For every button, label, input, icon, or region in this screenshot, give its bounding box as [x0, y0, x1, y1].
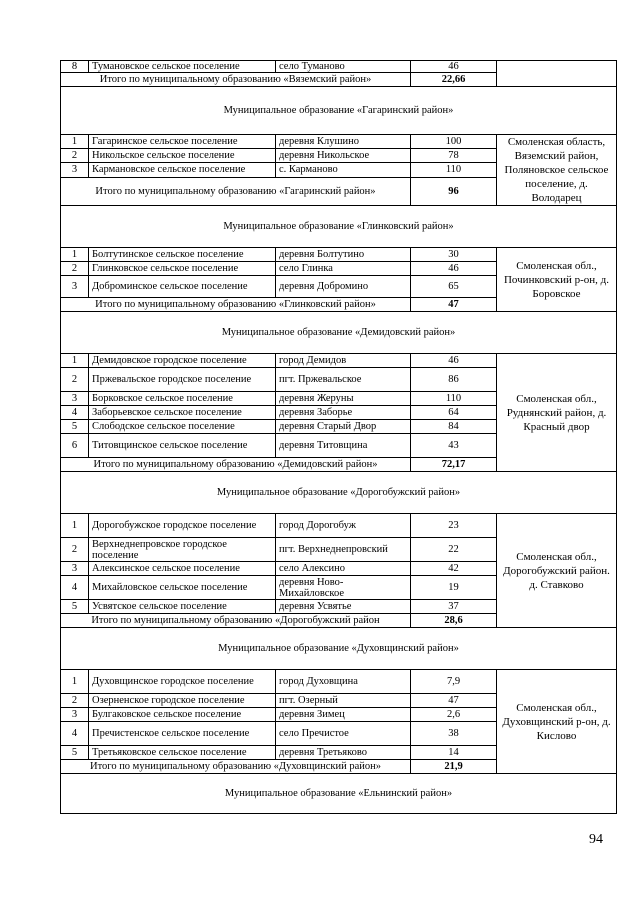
row-value: 47	[411, 694, 497, 708]
section-title-row	[61, 206, 617, 248]
row-value: 37	[411, 600, 497, 614]
row-value: 110	[411, 163, 497, 177]
section-title-row	[61, 472, 617, 514]
section-title: Муниципальное образование «Глинковский район»	[61, 206, 617, 248]
section-title: Муниципальное образование «Гагаринский район»	[61, 87, 617, 135]
row-value: 14	[411, 746, 497, 760]
row-value: 110	[411, 392, 497, 406]
disposal-site-note: Смоленская область, Вяземский район, Поляновское сельское поселение, д. Володарец	[497, 135, 617, 206]
row-value: 43	[411, 434, 497, 458]
settlement-name: Никольское сельское поселение	[89, 149, 276, 163]
settlement-name: Титовщинское сельское поселение	[89, 434, 276, 458]
row-number: 4	[61, 722, 89, 746]
location-name: деревня Третьяково	[276, 746, 411, 760]
section-title: Муниципальное образование «Духовщинский район»	[61, 628, 617, 670]
section-title-row	[61, 87, 617, 135]
location-name: деревня Болтутино	[276, 248, 411, 262]
row-value: 65	[411, 276, 497, 298]
total-label: Итого по муниципальному образованию «Дорогобужский район	[61, 614, 411, 628]
settlement-name: Алексинское сельское поселение	[89, 562, 276, 576]
table-row	[61, 670, 617, 694]
row-number: 2	[61, 538, 89, 562]
row-value: 100	[411, 135, 497, 149]
row-number: 5	[61, 420, 89, 434]
row-value: 19	[411, 576, 497, 600]
row-number: 4	[61, 576, 89, 600]
row-value: 64	[411, 406, 497, 420]
row-value: 84	[411, 420, 497, 434]
total-label: Итого по муниципальному образованию «Глинковский район»	[61, 298, 411, 312]
row-number: 3	[61, 562, 89, 576]
row-value: 22	[411, 538, 497, 562]
row-number: 2	[61, 149, 89, 163]
total-value: 96	[411, 177, 497, 205]
disposal-site-note	[497, 61, 617, 87]
location-name: деревня Клушино	[276, 135, 411, 149]
row-number: 8	[61, 61, 89, 73]
location-name: село Алексино	[276, 562, 411, 576]
row-number: 3	[61, 392, 89, 406]
table-row	[61, 135, 617, 149]
location-name: пгт. Пржевальское	[276, 368, 411, 392]
row-value: 86	[411, 368, 497, 392]
table-row	[61, 61, 617, 73]
settlement-name: Пржевальское городское поселение	[89, 368, 276, 392]
settlement-name: Заборьевское сельское поселение	[89, 406, 276, 420]
total-value: 72,17	[411, 458, 497, 472]
row-value: 2,6	[411, 708, 497, 722]
row-number: 3	[61, 276, 89, 298]
row-number: 2	[61, 262, 89, 276]
document-table	[60, 60, 617, 814]
location-name: пгт. Верхнеднепровский	[276, 538, 411, 562]
table-row	[61, 248, 617, 262]
settlement-name: Слободское сельское поселение	[89, 420, 276, 434]
section-title: Муниципальное образование «Дорогобужский район»	[61, 472, 617, 514]
location-name: город Демидов	[276, 354, 411, 368]
section-title: Муниципальное образование «Демидовский район»	[61, 312, 617, 354]
location-name: город Духовщина	[276, 670, 411, 694]
row-number: 1	[61, 670, 89, 694]
settlement-name: Кармановское сельское поселение	[89, 163, 276, 177]
row-value: 78	[411, 149, 497, 163]
section-title-row	[61, 312, 617, 354]
row-value: 23	[411, 514, 497, 538]
row-value: 7,9	[411, 670, 497, 694]
total-label: Итого по муниципальному образованию «Духовщинский район»	[61, 760, 411, 774]
total-value: 21,9	[411, 760, 497, 774]
disposal-site-note: Смоленская обл., Дорогобужский район. д. Ставково	[497, 514, 617, 628]
row-value: 38	[411, 722, 497, 746]
location-name: деревня Усвятье	[276, 600, 411, 614]
row-value: 46	[411, 262, 497, 276]
location-name: село Глинка	[276, 262, 411, 276]
row-number: 1	[61, 135, 89, 149]
location-name: деревня Добромино	[276, 276, 411, 298]
row-number: 5	[61, 746, 89, 760]
location-name: с. Карманово	[276, 163, 411, 177]
total-label: Итого по муниципальному образованию «Демидовский район»	[61, 458, 411, 472]
table-row	[61, 514, 617, 538]
row-number: 2	[61, 368, 89, 392]
row-value: 46	[411, 354, 497, 368]
row-number: 4	[61, 406, 89, 420]
location-name: пгт. Озерный	[276, 694, 411, 708]
location-name: село Туманово	[276, 61, 411, 73]
settlement-name: Верхнеднепровское городское поселение	[89, 538, 276, 562]
total-value: 28,6	[411, 614, 497, 628]
row-number: 2	[61, 694, 89, 708]
disposal-site-note: Смоленская обл., Духовщинский р-он, д. Кислово	[497, 670, 617, 774]
page-number: 94	[589, 832, 603, 847]
disposal-site-note: Смоленская обл., Починковский р-он, д. Боровское	[497, 248, 617, 312]
location-name: деревня Заборье	[276, 406, 411, 420]
row-number: 1	[61, 514, 89, 538]
settlement-name: Духовщинское городское поселение	[89, 670, 276, 694]
location-name: деревня Старый Двор	[276, 420, 411, 434]
row-number: 3	[61, 708, 89, 722]
settlement-name: Глинковское сельское поселение	[89, 262, 276, 276]
table-row	[61, 354, 617, 368]
settlement-name: Тумановское сельское поселение	[89, 61, 276, 73]
location-name: деревня Титовщина	[276, 434, 411, 458]
settlement-name: Пречистенское сельское поселение	[89, 722, 276, 746]
settlement-name: Дорогобужское городское поселение	[89, 514, 276, 538]
settlement-name: Борковское сельское поселение	[89, 392, 276, 406]
total-label: Итого по муниципальному образованию «Вяземский район»	[61, 73, 411, 87]
settlement-name: Озерненское городское поселение	[89, 694, 276, 708]
row-number: 6	[61, 434, 89, 458]
location-name: деревня Ново-Михайловское	[276, 576, 411, 600]
settlement-name: Гагаринское сельское поселение	[89, 135, 276, 149]
settlement-name: Михайловское сельское поселение	[89, 576, 276, 600]
settlement-name: Третьяковское сельское поселение	[89, 746, 276, 760]
location-name: город Дорогобуж	[276, 514, 411, 538]
section-title: Муниципальное образование «Ельнинский район»	[61, 774, 617, 814]
row-value: 30	[411, 248, 497, 262]
total-value: 22,66	[411, 73, 497, 87]
disposal-site-note: Смоленская обл., Руднянский район, д. Красный двор	[497, 354, 617, 472]
row-number: 3	[61, 163, 89, 177]
settlement-name: Болтутинское сельское поселение	[89, 248, 276, 262]
settlement-name: Булгаковское сельское поселение	[89, 708, 276, 722]
row-number: 5	[61, 600, 89, 614]
row-number: 1	[61, 354, 89, 368]
location-name: деревня Никольское	[276, 149, 411, 163]
row-number: 1	[61, 248, 89, 262]
row-value: 46	[411, 61, 497, 73]
location-name: деревня Зимец	[276, 708, 411, 722]
settlement-name: Доброминское сельское поселение	[89, 276, 276, 298]
section-title-row	[61, 628, 617, 670]
settlement-name: Демидовское городское поселение	[89, 354, 276, 368]
section-title-row	[61, 774, 617, 814]
total-label: Итого по муниципальному образованию «Гагаринский район»	[61, 177, 411, 205]
location-name: деревня Жеруны	[276, 392, 411, 406]
location-name: село Пречистое	[276, 722, 411, 746]
row-value: 42	[411, 562, 497, 576]
total-value: 47	[411, 298, 497, 312]
settlement-name: Усвятское сельское поселение	[89, 600, 276, 614]
